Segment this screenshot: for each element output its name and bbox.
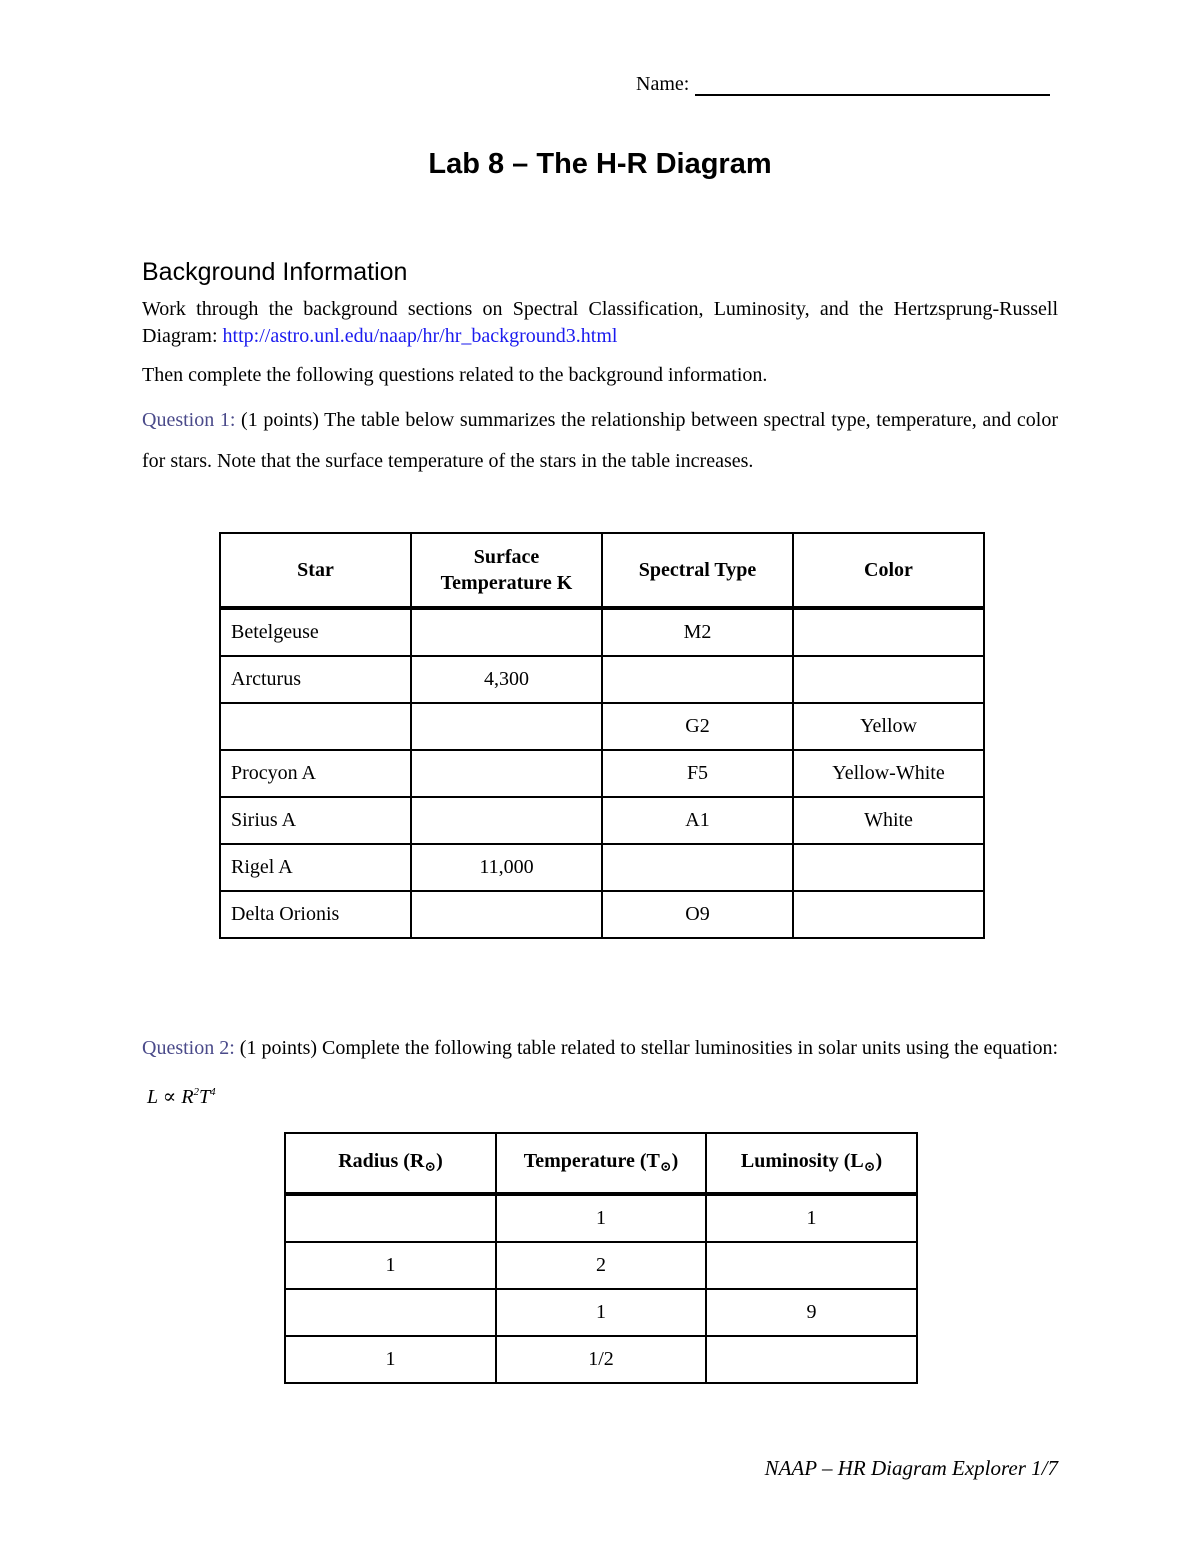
header-luminosity: [706, 1133, 917, 1194]
cell-star: Delta Orionis: [220, 891, 411, 938]
cell-radius[interactable]: [285, 1194, 496, 1242]
question-2-text: [142, 1026, 1058, 1119]
header-radius-text: Radius (R: [338, 1150, 425, 1172]
table-row: [285, 1336, 917, 1383]
header-luminosity-text: Luminosity (L: [740, 1150, 864, 1172]
background-heading: Background Information: [142, 258, 408, 286]
eq-t: T: [199, 1086, 211, 1108]
header-star: Star: [220, 533, 411, 608]
page-footer: NAAP – HR Diagram Explorer 1/7: [764, 1456, 1058, 1480]
eq-l: L: [147, 1086, 158, 1108]
cell-spectral-type: M2: [602, 608, 793, 656]
table-row: [220, 891, 984, 938]
sun-symbol-icon: ⊙: [863, 1160, 876, 1175]
then-instruction: Then complete the following questions related to the background information.: [142, 364, 768, 386]
cell-star: Rigel A: [220, 844, 411, 891]
table-row: [220, 797, 984, 844]
cell-temperature[interactable]: [411, 703, 602, 750]
header-temperature-text: Temperature (T: [523, 1150, 660, 1172]
cell-spectral-type: A1: [602, 797, 793, 844]
question-2-label: Question 2:: [142, 1037, 235, 1059]
table-row: [285, 1194, 917, 1242]
name-blank-line[interactable]: [695, 72, 1050, 96]
cell-temperature[interactable]: [411, 750, 602, 797]
header-radius-close: ): [436, 1150, 443, 1172]
table-row: [220, 608, 984, 656]
cell-temperature: 2: [496, 1242, 706, 1289]
cell-spectral-type: F5: [602, 750, 793, 797]
cell-temperature: 4,300: [411, 656, 602, 703]
cell-luminosity[interactable]: [706, 1242, 917, 1289]
eq-t-exp: 4: [210, 1086, 216, 1098]
sun-symbol-icon: ⊙: [659, 1160, 672, 1175]
cell-luminosity[interactable]: [706, 1336, 917, 1383]
question-1-body: (1 points) The table below summarizes the relationship between spectral type, temperature, and color for stars. Note that the surface temperature of the stars in the table increases.: [142, 409, 1058, 472]
cell-luminosity: 1: [706, 1194, 917, 1242]
cell-luminosity: 9: [706, 1289, 917, 1336]
cell-star[interactable]: [220, 703, 411, 750]
sun-symbol-icon: ⊙: [424, 1160, 437, 1175]
spectral-type-table: [219, 532, 985, 939]
cell-color: White: [793, 797, 984, 844]
question-2-body: (1 points) Complete the following table related to stellar luminosities in solar units using the equation:: [239, 1037, 1059, 1059]
name-label: Name:: [636, 73, 690, 95]
question-1-label: Question 1:: [142, 409, 236, 431]
table-header-row: [220, 533, 984, 608]
name-field-row: [636, 72, 1050, 96]
cell-temperature[interactable]: [411, 608, 602, 656]
cell-radius[interactable]: [285, 1289, 496, 1336]
cell-star: Betelgeuse: [220, 608, 411, 656]
background-intro: [142, 296, 1058, 350]
table-row: [220, 844, 984, 891]
cell-radius: 1: [285, 1242, 496, 1289]
header-spectral-type: Spectral Type: [602, 533, 793, 608]
eq-r: R: [181, 1086, 194, 1108]
table-row: [285, 1242, 917, 1289]
cell-color[interactable]: [793, 608, 984, 656]
header-luminosity-close: ): [875, 1150, 883, 1172]
header-surface-temperature: [411, 533, 602, 608]
luminosity-equation: [142, 1086, 216, 1108]
cell-star: Sirius A: [220, 797, 411, 844]
background-link[interactable]: http://astro.unl.edu/naap/hr/hr_background3.html: [222, 325, 618, 347]
cell-spectral-type[interactable]: [602, 656, 793, 703]
cell-color: Yellow-White: [793, 750, 984, 797]
cell-star: Arcturus: [220, 656, 411, 703]
cell-color[interactable]: [793, 844, 984, 891]
table-row: [220, 656, 984, 703]
header-surface-temperature-text: Surface Temperature K: [440, 546, 573, 594]
cell-spectral-type: G2: [602, 703, 793, 750]
cell-spectral-type: O9: [602, 891, 793, 938]
page-title: Lab 8 – The H-R Diagram: [428, 148, 772, 180]
cell-color[interactable]: [793, 656, 984, 703]
cell-temperature: 1: [496, 1289, 706, 1336]
cell-color: Yellow: [793, 703, 984, 750]
eq-proportional: ∝: [162, 1086, 177, 1108]
table-row: [220, 703, 984, 750]
luminosity-table: [284, 1132, 918, 1384]
cell-spectral-type[interactable]: [602, 844, 793, 891]
cell-temperature[interactable]: [411, 891, 602, 938]
cell-color[interactable]: [793, 891, 984, 938]
cell-radius: 1: [285, 1336, 496, 1383]
header-radius: [285, 1133, 496, 1194]
cell-temperature: 11,000: [411, 844, 602, 891]
eq-r-exp: 2: [193, 1086, 200, 1098]
table-header-row: [285, 1133, 917, 1194]
cell-star: Procyon A: [220, 750, 411, 797]
header-temperature-close: ): [671, 1150, 679, 1172]
question-1-text: [142, 400, 1058, 482]
cell-temperature[interactable]: [411, 797, 602, 844]
intro-text: Work through the background sections on Spectral Classification, Luminosity, and the Hertzsprung-Russell Diagram:: [142, 298, 1058, 347]
cell-temperature: 1/2: [496, 1336, 706, 1383]
header-color: Color: [793, 533, 984, 608]
cell-temperature: 1: [496, 1194, 706, 1242]
header-temperature: [496, 1133, 706, 1194]
table-row: [285, 1289, 917, 1336]
table-row: [220, 750, 984, 797]
